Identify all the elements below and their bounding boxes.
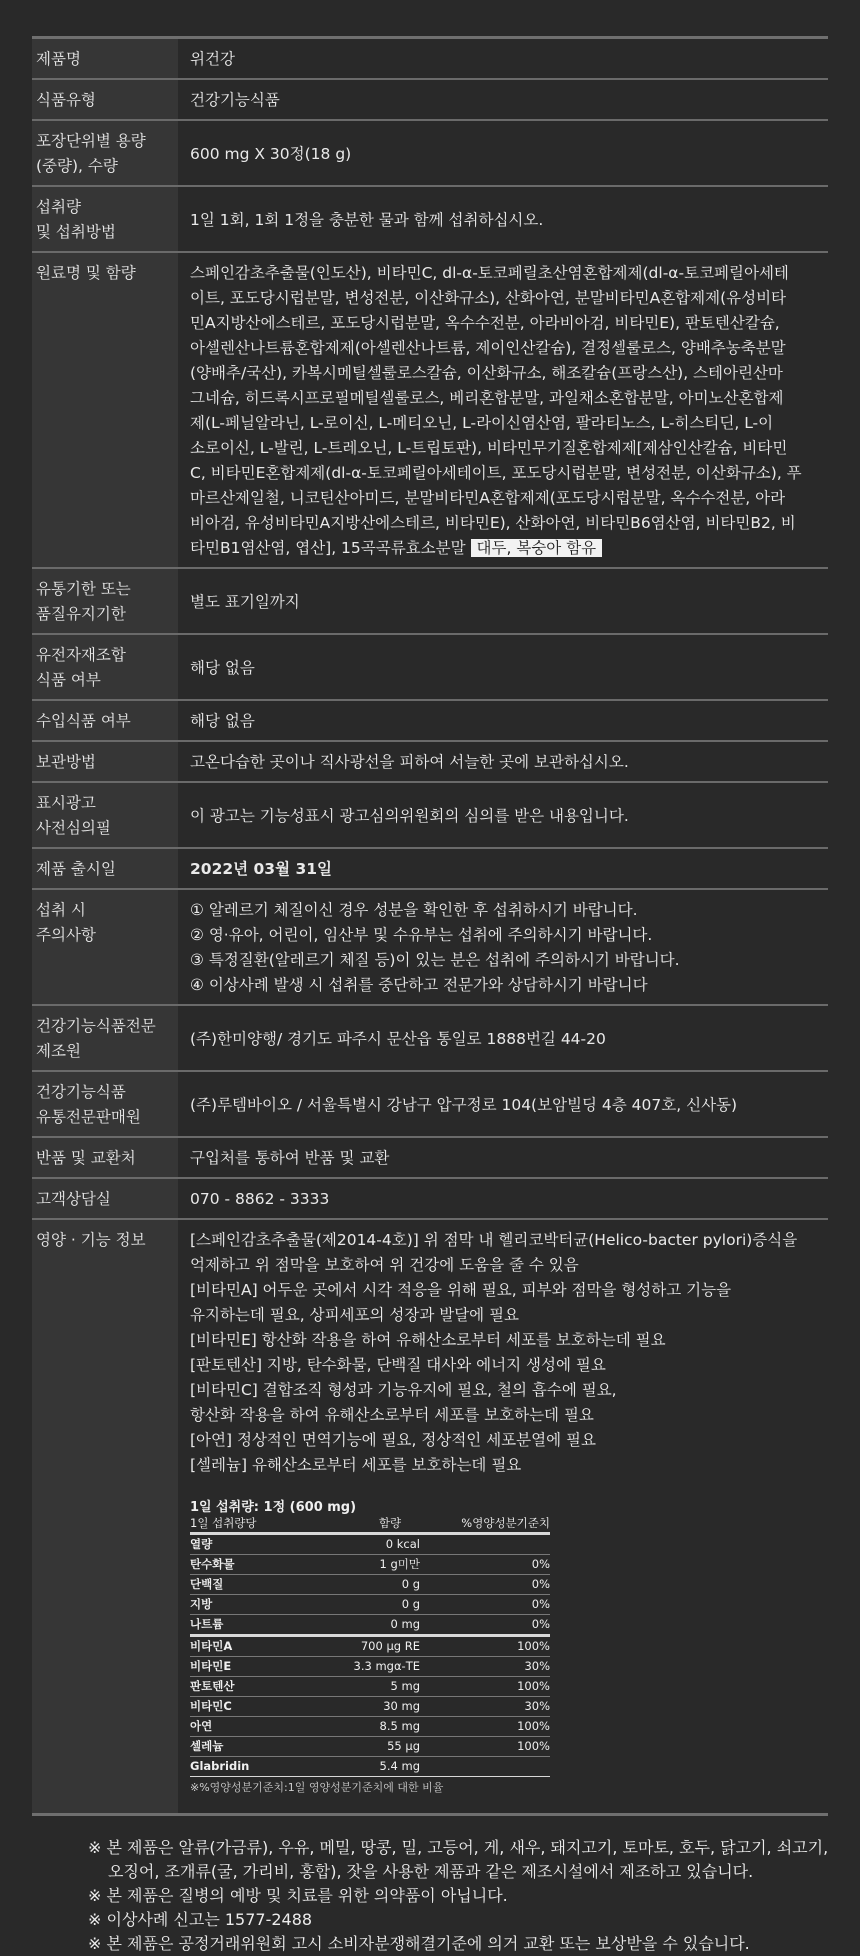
nutrition-row: 아연 8.5 mg 100% (190, 1717, 550, 1737)
nutrition-row: 비타민C 30 mg 30% (190, 1697, 550, 1717)
row-label: 건강기능식품 유통전문판매원 (32, 1071, 178, 1137)
note-line: 오징어, 조개류(굴, 가리비, 홍합), 잣을 사용한 제품과 같은 제조시설에서 제조하고 있습니다. (108, 1862, 754, 1881)
note-line: ※ 본 제품은 공정거래위원회 고시 소비자분쟁해결기준에 의거 교환 또는 보상받을 수 있습니다. (88, 1934, 750, 1953)
table-row (32, 1005, 828, 1071)
row-value: 070 - 8862 - 3333 (178, 1178, 828, 1219)
allergen-badge: 대두, 복숭아 함유 (471, 539, 603, 557)
row-label: 표시광고 사전심의필 (32, 782, 178, 848)
table-row (32, 1071, 828, 1137)
row-label: 영양 · 기능 정보 (32, 1219, 178, 1815)
nutrition-title: 1일 섭취량: 1정 (600 mg) (190, 1500, 357, 1515)
row-value: 해당 없음 (178, 700, 828, 741)
row-value: 위건강 (178, 38, 828, 80)
note-line: ※ 이상사례 신고는 1577-2488 (88, 1910, 313, 1929)
note-line: ※ 본 제품은 알류(가금류), 우유, 메밀, 땅콩, 밀, 고등어, 게, 새우, 돼지고기, 토마토, 호두, 닭고기, 쇠고기, (88, 1838, 829, 1857)
row-label: 제품 출시일 (32, 848, 178, 889)
row-label: 고객상담실 (32, 1178, 178, 1219)
table-row (32, 252, 828, 568)
note-line: ※ 본 제품은 질병의 예방 및 치료를 위한 의약품이 아닙니다. (88, 1886, 508, 1905)
row-value: 건강기능식품 (178, 79, 828, 120)
table-row (32, 634, 828, 700)
row-label: 수입식품 여부 (32, 700, 178, 741)
nutrition-row: 탄수화물 1 g미만 0% (190, 1555, 550, 1575)
row-label: 보관방법 (32, 741, 178, 782)
nutrition-function-info: [스페인감초추출물(제2014-4호)] 위 점막 내 헬리코박터균(Helico-bacter pylori)증식을 억제하고 위 점막을 보호하여 위 건강에 도움을 줄 수 있음 [비타민A] 어두운 곳에서 시각 적응을 위해 필요, 피부와 점막을 형성하고 기능을 유지하는데 필요, 상피세포의 성장과 발달에 필요 [비타민E] 항산화 작용을 하여 유해산소로부터 세포를 보호하는데 필요 [판토텐산] 지방, 탄수화물, 단백질 대사와 에너지 생성에 필요 [비타민C] 결합조직 형성과 기능유지에 필요, 철의 흡수에 필요, 항산화 작용을 하여 유해산소로부터 세포를 보호하는데 필요 [아연] 정상적인 면역기능에 필요, 정상적인 세포분열에 필요 [셀레늄] 유해산소로부터 세포를 보호하는데 필요 1일 섭취량: 1정 (600 mg) 1일 섭취량당 함량 %영양성분기준치 열량 0 kcal 탄수화물 1 g미만 0% 단백질 0 g 0% 지방 0 g 0% 나트륨 0 mg 0% 비타민A 700 μg RE 100% 비타민E 3.3 mgα-TE 30% 판토텐산 5 mg 100% 비타민C 30 mg 30% 아연 8.5 mg 100% 셀레늄 55 μg 100% Glabridin 5.4 mg ※%영양성분기준치:1일 영양성분기준치에 대한 비율 (178, 1219, 828, 1815)
row-value: 고온다습한 곳이나 직사광선을 피하여 서늘한 곳에 보관하십시오. (178, 741, 828, 782)
row-value: 1일 1회, 1회 1정을 충분한 물과 함께 섭취하십시오. (178, 186, 828, 252)
row-value: (주)루템바이오 / 서울특별시 강남구 압구정로 104(보암빌딩 4층 407호, 신사동) (178, 1071, 828, 1137)
row-label: 섭취량 및 섭취방법 (32, 186, 178, 252)
nutrition-row: 셀레늄 55 μg 100% (190, 1737, 550, 1757)
nutrition-row: 나트륨 0 mg 0% (190, 1615, 550, 1637)
nutrition-row: 판토텐산 5 mg 100% (190, 1677, 550, 1697)
row-label: 제품명 (32, 38, 178, 80)
disclaimer-notes (88, 1836, 828, 1956)
row-label: 유통기한 또는 품질유지기한 (32, 568, 178, 634)
table-row (32, 1219, 828, 1815)
table-row (32, 79, 828, 120)
product-info-table (32, 36, 828, 1816)
table-row (32, 1137, 828, 1178)
release-date: 2022년 03월 31일 (178, 848, 828, 889)
row-value: 구입처를 통하여 반품 및 교환 (178, 1137, 828, 1178)
row-label: 원료명 및 함량 (32, 252, 178, 568)
row-label: 식품유형 (32, 79, 178, 120)
row-value: 별도 표기일까지 (178, 568, 828, 634)
nutrition-row: 단백질 0 g 0% (190, 1575, 550, 1595)
nutrition-row: 비타민E 3.3 mgα-TE 30% (190, 1657, 550, 1677)
row-value: (주)한미양행/ 경기도 파주시 문산읍 통일로 1888번길 44-20 (178, 1005, 828, 1071)
table-row (32, 848, 828, 889)
row-label: 유전자재조합 식품 여부 (32, 634, 178, 700)
nutrition-row: 열량 0 kcal (190, 1535, 550, 1555)
nutrition-footnote: ※%영양성분기준치:1일 영양성분기준치에 대한 비율 (190, 1776, 550, 1797)
table-row (32, 889, 828, 1005)
nutrition-row: Glabridin 5.4 mg (190, 1759, 420, 1773)
caution-list: ① 알레르기 체질이신 경우 성분을 확인한 후 섭취하시기 바랍니다. ② 영·유아, 어린이, 임산부 및 수유부는 섭취에 주의하시기 바랍니다. ③ 특정질환(알레르기 체질 등)이 있는 분은 섭취에 주의하시기 바랍니다. ④ 이상사례 발생 시 섭취를 중단하고 전문가와 상담하시기 바랍니다 (178, 889, 828, 1005)
table-row (32, 741, 828, 782)
table-row (32, 38, 828, 80)
table-row (32, 700, 828, 741)
table-row (32, 186, 828, 252)
row-value: 600 mg X 30정(18 g) (178, 120, 828, 186)
row-label: 섭취 시 주의사항 (32, 889, 178, 1005)
table-row (32, 1178, 828, 1219)
nutrition-row: 지방 0 g 0% (190, 1595, 550, 1615)
row-value: 이 광고는 기능성표시 광고심의위원회의 심의를 받은 내용입니다. (178, 782, 828, 848)
nutrition-header: 1일 섭취량당 함량 %영양성분기준치 (190, 1516, 550, 1535)
row-value: 해당 없음 (178, 634, 828, 700)
row-label: 반품 및 교환처 (32, 1137, 178, 1178)
table-row (32, 120, 828, 186)
table-row (32, 782, 828, 848)
nutrition-facts-table (190, 1500, 550, 1797)
row-label: 건강기능식품전문 제조원 (32, 1005, 178, 1071)
row-label: 포장단위별 용량 (중량), 수량 (32, 120, 178, 186)
nutrition-row: 비타민A 700 μg RE 100% (190, 1637, 550, 1657)
table-row (32, 568, 828, 634)
ingredients-list: 스페인감초추출물(인도산), 비타민C, dl-α-토코페릴초산염혼합제제(dl-α-토코페릴아세테 이트, 포도당시럽분말, 변성전분, 이산화규소), 산화아연, 분말비타민A혼합제제(유성비타 민A지방산에스테르, 포도당시럽분말, 옥수수전분, 아라비아검, 비타민E), 판토텐산칼슘, 아셀렌산나트륨혼합제제(아셀렌산나트륨, 제이인산칼슘), 결정셀룰로스, 양배추농축분말 (양배추/국산), 카복시메틸셀룰로스칼슘, 이산화규소, 해조칼슘(프랑스산), 스테아린산마 그네슘, 히드록시프로필메틸셀룰로스, 베리혼합분말, 과일채소혼합분말, 아미노산혼합제 제(L-페닐알라닌, L-로이신, L-메티오닌, L-라이신염산염, 팔라티노스, L-히스티딘, L-이 소로이신, L-발린, L-트레오닌, L-트립토판), 비타민무기질혼합제제[제삼인산칼슘, 비타민 C, 비타민E혼합제제(dl-α-토코페릴아세테이트, 포도당시럽분말, 변성전분, 이산화규소), 푸 마르산제일철, 니코틴산아미드, 분말비타민A혼합제제(포도당시럽분말, 옥수수전분, 아라 비아검, 유성비타민A지방산에스테르, 비타민E), 산화아연, 비타민B6염산염, 비타민B2, 비 타민B1염산염, 엽산], 15곡곡류효소분말 대두, 복숭아 함유 (178, 252, 828, 568)
